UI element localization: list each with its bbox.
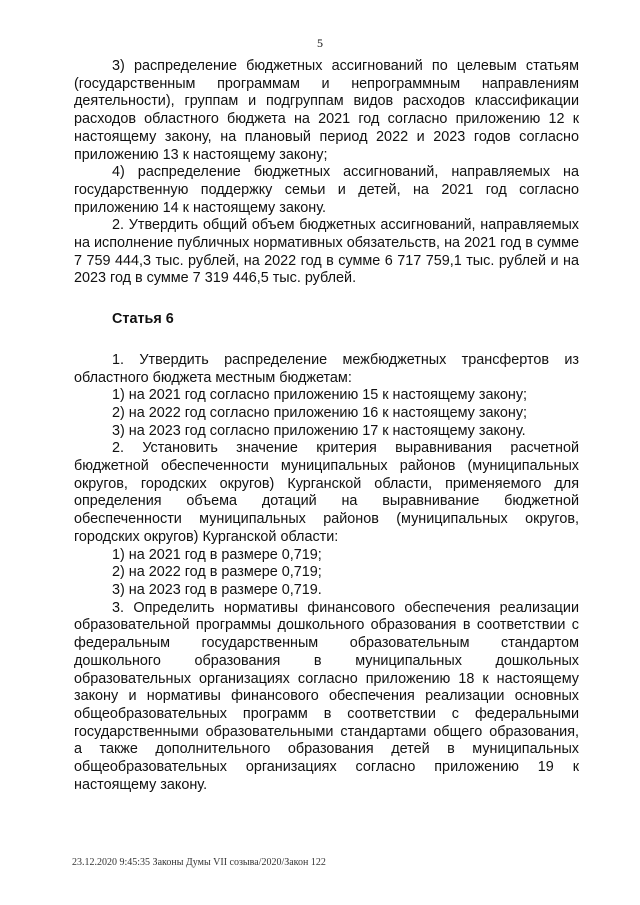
list-item: 2) на 2022 год согласно приложению 16 к настоящему закону; xyxy=(112,404,528,421)
paragraph: 2. Утвердить общий объем бюджетных ассигнований, направляемых на исполнение публичных нормативных обязательств, на 2021 год в сумме 7 759 444,3 тыс. рублей, на 2022 год в сумме 6 717 759,1 тыс. рублей и на 2023 год в сумме 7 319 446,5 тыс. рублей. xyxy=(74,217,579,287)
paragraph: 1. Утвердить распределение межбюджетных трансфертов из областного бюджета местным бюджетам: xyxy=(74,351,579,386)
list-item: 1) на 2021 год в размере 0,719; xyxy=(112,546,322,563)
list-item: 2) на 2022 год в размере 0,719; xyxy=(112,564,322,581)
page-number: 5 xyxy=(317,36,323,50)
document-footer: 23.12.2020 9:45:35 Законы Думы VII созыва/2020/Закон 122 xyxy=(72,857,326,868)
document-body xyxy=(74,58,579,794)
paragraph: 4) распределение бюджетных ассигнований, направляемых на государственную поддержку семьи и детей, на 2021 год согласно приложению 14 к настоящему закону. xyxy=(74,164,579,216)
list-item: 1) на 2021 год согласно приложению 15 к настоящему закону; xyxy=(112,387,528,404)
paragraph: 3) распределение бюджетных ассигнований по целевым статьям (государственным программам и непрограммным направлениям деятельности), группам и подгруппам видов расходов классификации расходов областного бюджета на 2021 год согласно приложению 12 к настоящему закону, на плановый период 2022 и 2023 годов согласно приложению 13 к настоящему закону; xyxy=(74,58,579,163)
paragraph: 3. Определить нормативы финансового обеспечения реализации образовательной программы дошкольного образования в соответствии с федеральным государственным образовательным стандартом дошкольного образования в муниципальных дошкольных образовательных организациях согласно приложению 18 к настоящему закону и нормативы финансового обеспечения реализации основных общеобразовательных программ в соответствии с федеральными государственными образовательными стандартами общего образования, а также дополнительного образования детей в муниципальных общеобразовательных организациях согласно приложению 19 к настоящему закону. xyxy=(74,599,579,793)
article-heading: Статья 6 xyxy=(112,311,174,328)
paragraph: 2. Установить значение критерия выравнивания расчетной бюджетной обеспеченности муниципальных районов (муниципальных округов, городских округов) Курганской области, применяемого для определения объема дотаций на выравнивание бюджетной обеспеченности муниципальных районов (муниципальных округов, городских округов) Курганской области: xyxy=(74,440,579,545)
list-item: 3) на 2023 год согласно приложению 17 к настоящему закону. xyxy=(112,422,526,439)
list-item: 3) на 2023 год в размере 0,719. xyxy=(112,581,322,598)
